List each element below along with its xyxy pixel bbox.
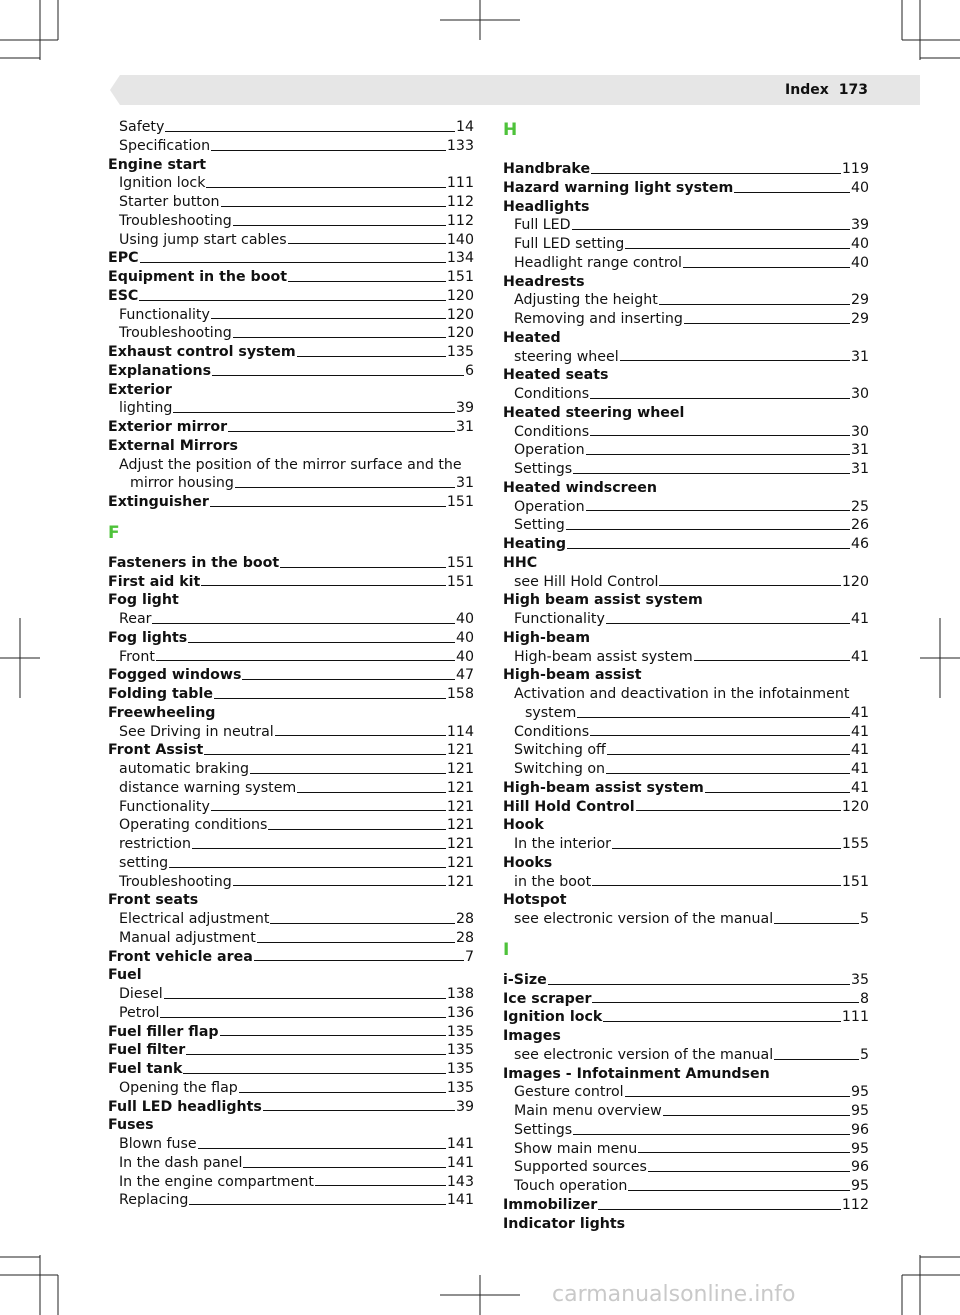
index-entry[interactable]: Fuel filter 135 [108,1042,474,1059]
index-entry[interactable]: see Hill Hold Control 120 [514,573,869,590]
index-entry[interactable]: Troubleshooting 121 [119,873,474,890]
index-entry[interactable]: Replacing 141 [119,1192,474,1209]
index-heading: Engine start [108,156,207,173]
index-heading: Freewheeling [108,704,216,721]
watermark: carmanualsonline.info [552,1282,796,1307]
index-entry[interactable]: Functionality 41 [514,611,869,627]
index-entry[interactable]: Operating conditions 121 [119,817,474,834]
index-entry[interactable]: Hill Hold Control 120 [503,798,869,815]
index-entry[interactable]: In the dash panel 141 [119,1154,474,1171]
index-entry[interactable]: in the boot 151 [514,873,869,890]
index-heading: Fuses [108,1117,154,1134]
index-entry[interactable]: Using jump start cables 140 [119,231,474,248]
index-entry[interactable]: First aid kit 151 [108,573,474,590]
index-heading: Hook [503,817,544,834]
index-entry-wrap[interactable]: Activation and deactivation in the infotainment [514,686,850,702]
section-letter-i: I [503,939,510,960]
index-heading: Fog light [108,592,179,609]
index-entry[interactable]: Handbrake 119 [503,161,869,177]
index-entry[interactable]: Safety 14 [119,119,474,135]
index-heading: Front seats [108,892,199,909]
index-entry[interactable]: setting 121 [119,854,474,871]
index-entry[interactable]: Show main menu 95 [514,1140,869,1157]
index-entry[interactable]: Front 40 [119,648,474,665]
index-entry[interactable]: Front Assist 121 [108,742,474,759]
index-column-left [108,118,474,1210]
index-entry[interactable]: Functionality 121 [119,798,474,815]
index-entry[interactable]: Fuel tank 135 [108,1061,474,1077]
index-heading: Hooks [503,854,553,871]
index-entry[interactable]: Explanations 6 [108,362,474,379]
index-entry[interactable]: Hazard warning light system 40 [503,179,869,196]
index-entry[interactable]: Diesel 138 [119,986,474,1002]
index-entry[interactable]: Functionality 120 [119,306,474,323]
index-entry[interactable]: High-beam assist system 41 [514,648,869,665]
index-entry[interactable]: distance warning system 121 [119,779,474,796]
index-entry[interactable]: Front vehicle area 7 [108,948,474,965]
index-heading: Images [503,1028,561,1044]
index-heading: Heated windscreen [503,479,657,496]
index-entry[interactable]: Fog lights 40 [108,629,474,646]
index-entry[interactable]: Operation 25 [514,498,869,515]
index-entry[interactable]: High-beam assist system 41 [503,779,869,796]
index-entry[interactable]: See Driving in neutral 114 [119,723,474,740]
index-heading: Hotspot [503,892,567,909]
index-entry[interactable]: automatic braking 121 [119,761,474,777]
index-entry[interactable]: Switching on 41 [514,761,869,777]
index-heading: Headrests [503,273,585,290]
index-entry[interactable]: Starter button 112 [119,194,474,210]
index-heading: High-beam assist [503,667,642,684]
index-entry[interactable]: In the interior 155 [514,836,869,852]
index-entry[interactable]: Supported sources 96 [514,1159,869,1176]
index-entry[interactable]: Full LED headlights 39 [108,1098,474,1115]
index-heading: Fuel [108,967,142,984]
index-entry[interactable]: steering wheel 31 [514,348,869,365]
index-entry[interactable]: Manual adjustment 28 [119,929,474,946]
index-entry[interactable]: Headlight range control 40 [514,254,869,271]
index-entry[interactable]: Troubleshooting 120 [119,325,474,342]
index-entry[interactable]: Rear 40 [119,611,474,627]
index-entry[interactable]: Removing and inserting 29 [514,311,869,327]
index-entry[interactable]: Setting 26 [514,517,869,534]
index-entry[interactable]: Main menu overview 95 [514,1103,869,1119]
section-letter-h: H [503,120,518,140]
page-number: 173 [838,82,868,98]
index-entry[interactable]: Conditions 30 [514,423,869,440]
index-entry[interactable]: Adjusting the height 29 [514,292,869,309]
index-entry[interactable]: Operation 31 [514,442,869,459]
index-entry[interactable]: see electronic version of the manual 5 [514,911,869,927]
index-entry[interactable]: see electronic version of the manual 5 [514,1046,869,1063]
index-heading: Heated seats [503,367,609,384]
index-entry[interactable]: Touch operation 95 [514,1178,869,1194]
index-entry[interactable]: Extinguisher 151 [108,494,474,510]
index-entry[interactable]: EPC 134 [108,250,474,267]
index-entry[interactable]: Immobilizer 112 [503,1196,869,1213]
index-entry[interactable]: Full LED 39 [514,217,869,234]
index-entry[interactable]: Conditions 30 [514,386,869,402]
index-entry[interactable]: Petrol 136 [119,1004,474,1021]
index-heading: Images - Infotainment Amundsen [503,1065,770,1082]
index-entry[interactable]: Opening the flap 135 [119,1079,474,1096]
index-entry[interactable]: ESC 120 [108,287,474,304]
index-heading: External Mirrors [108,437,238,454]
index-entry[interactable]: Exhaust control system 135 [108,344,474,360]
index-entry[interactable]: system 41 [525,704,869,721]
index-entry[interactable]: Ignition lock 111 [119,175,474,192]
index-heading: High-beam [503,629,591,646]
index-entry[interactable]: lighting 39 [119,400,474,417]
index-entry[interactable]: Equipment in the boot 151 [108,269,474,285]
index-heading: High beam assist system [503,592,703,609]
index-heading: HHC [503,554,538,571]
index-entry[interactable]: Conditions 41 [514,723,869,740]
index-entry[interactable]: Troubleshooting 112 [119,212,474,229]
index-entry[interactable]: Ice scraper 8 [503,990,869,1007]
index-heading: Headlights [503,198,590,215]
index-entry[interactable]: Settings 31 [514,461,869,477]
index-heading: Exterior [108,381,172,398]
index-entry[interactable]: Blown fuse 141 [119,1136,474,1152]
index-heading: Heated steering wheel [503,404,685,421]
index-heading: Indicator lights [503,1215,626,1232]
index-entry-wrap[interactable]: Adjust the position of the mirror surface and the [119,456,462,473]
index-entry[interactable]: Fuel filler flap 135 [108,1023,474,1040]
index-entry[interactable]: Exterior mirror 31 [108,419,474,435]
index-entry[interactable]: Ignition lock 111 [503,1009,869,1026]
index-entry[interactable]: i-Size 35 [503,971,869,988]
index-entry[interactable]: Settings 96 [514,1121,869,1138]
index-entry[interactable]: Electrical adjustment 28 [119,911,474,927]
index-heading: Heated [503,329,561,346]
index-entry[interactable]: Fasteners in the boot 151 [108,554,474,571]
index-entry[interactable]: restriction 121 [119,836,474,852]
index-entry[interactable]: Switching off 41 [514,742,869,759]
index-entry[interactable]: Full LED setting 40 [514,236,869,252]
index-entry[interactable]: Heating 46 [503,536,869,552]
section-letter-f: F [108,522,120,543]
index-entry[interactable]: Folding table 158 [108,686,474,702]
page-header [785,80,868,100]
index-entry[interactable]: Gesture control 95 [514,1084,869,1101]
index-column-right [503,118,869,1233]
section-title: Index [785,82,829,98]
index-entry[interactable]: mirror housing 31 [130,475,474,492]
index-entry[interactable]: Fogged windows 47 [108,667,474,684]
index-entry[interactable]: In the engine compartment 143 [119,1173,474,1190]
index-entry[interactable]: Specification 133 [119,137,474,154]
